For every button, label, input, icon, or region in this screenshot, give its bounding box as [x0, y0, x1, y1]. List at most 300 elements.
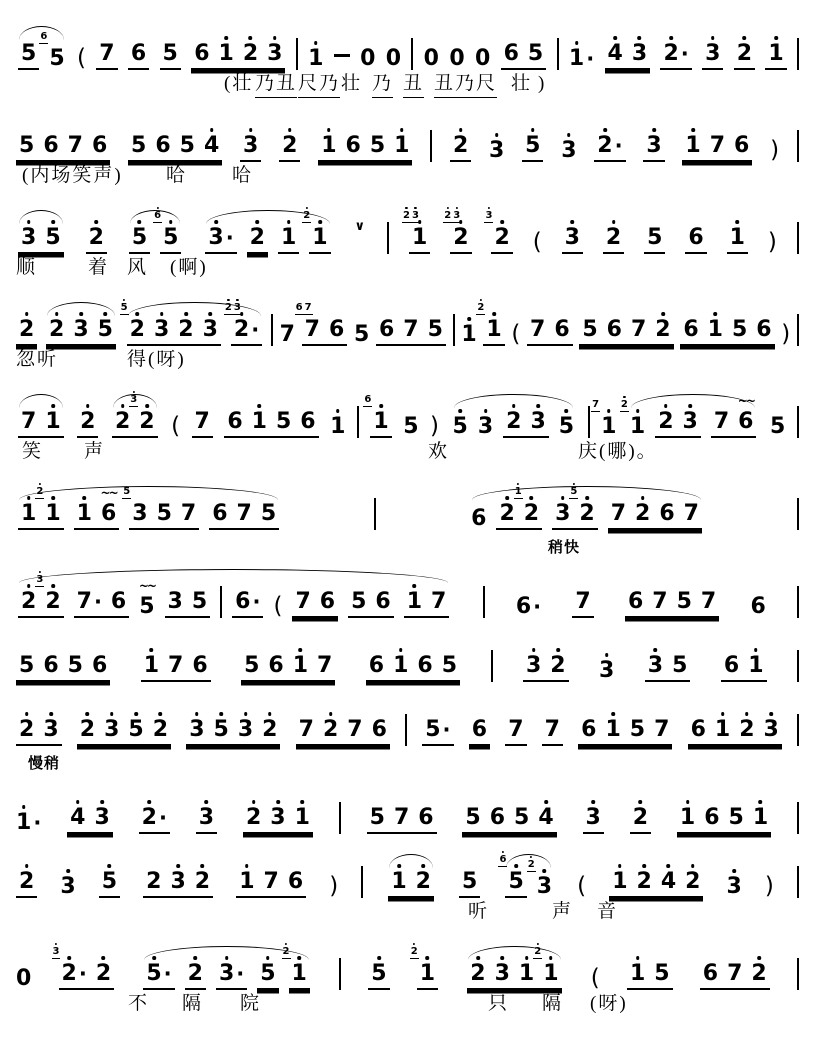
beam-group — [240, 135, 261, 162]
note-digit: 2 — [19, 719, 34, 741]
note — [565, 227, 580, 249]
beam-group — [123, 486, 199, 530]
beam-group — [143, 963, 174, 990]
music-line — [16, 126, 799, 162]
octave-dot — [654, 648, 658, 652]
octave-dot — [208, 312, 212, 316]
beam-group — [603, 227, 624, 254]
note — [155, 135, 170, 157]
barline — [797, 406, 799, 438]
beam-group — [18, 486, 64, 530]
note-digit: 6 — [756, 317, 772, 342]
note — [635, 503, 650, 525]
barline — [453, 314, 455, 346]
octave-dot — [249, 36, 253, 40]
octave-dot — [517, 483, 519, 485]
note-digit: 6 — [319, 589, 336, 614]
note — [146, 871, 161, 893]
lyrics-row — [16, 164, 799, 190]
beam-group — [505, 719, 526, 746]
note-digit: 7 — [530, 317, 546, 342]
note-digit: 2 — [633, 807, 648, 829]
note-digit: 3 — [705, 43, 720, 65]
note-digit: 6 — [581, 717, 597, 742]
barline — [220, 586, 222, 618]
note-digit: 5 — [131, 133, 147, 158]
breath-mark: ∨ — [354, 219, 366, 234]
note — [243, 43, 258, 65]
note — [330, 416, 345, 438]
note — [60, 876, 75, 898]
note — [606, 227, 621, 249]
note-digit: 3 — [632, 43, 647, 65]
note — [554, 319, 569, 341]
note-digit: 6 — [503, 41, 519, 66]
note-digit: 2 — [637, 871, 652, 893]
note — [703, 963, 718, 985]
note — [195, 411, 210, 433]
octave-dot — [27, 584, 31, 588]
note-digit: 2 — [550, 655, 565, 677]
note — [128, 719, 143, 741]
beam-group — [485, 210, 512, 254]
note-digit: 4 — [661, 871, 676, 893]
note-digit: 2 — [685, 871, 700, 893]
lyrics-row — [16, 348, 799, 374]
note-digit: 5 — [527, 41, 544, 66]
rhythm-dot: · — [680, 42, 689, 66]
note — [538, 807, 553, 829]
note — [21, 411, 36, 433]
octave-dot — [160, 312, 164, 316]
note-digit: 6 — [702, 961, 719, 986]
note-digit: 7 — [508, 717, 524, 742]
octave-dot — [256, 220, 260, 224]
beam-group — [247, 227, 268, 254]
octave-dot — [201, 864, 205, 868]
note-digit: 7 — [236, 501, 252, 526]
octave-dot — [67, 956, 71, 960]
note-digit: 1 — [239, 871, 254, 893]
beam-group — [303, 210, 330, 254]
note — [239, 871, 254, 893]
beam-group — [594, 135, 625, 162]
octave-dot — [488, 207, 490, 209]
beam-group — [366, 655, 460, 682]
note-digit: 5 — [132, 227, 147, 249]
note — [734, 135, 749, 157]
octave-dot — [414, 207, 416, 209]
octave-dot — [745, 712, 749, 716]
note — [704, 807, 719, 829]
grace-notes — [295, 303, 313, 315]
grace-notes — [533, 947, 542, 959]
note — [104, 719, 119, 741]
music-line — [16, 946, 799, 991]
note — [489, 140, 504, 162]
beam-group — [279, 135, 300, 162]
note — [45, 227, 60, 249]
lyric: 顺 — [16, 257, 38, 278]
note — [607, 319, 622, 341]
note-digit: 3 — [561, 140, 576, 162]
parenthesis: ) — [430, 412, 440, 439]
octave-dot — [636, 956, 640, 960]
octave-dot — [318, 220, 322, 224]
lyrics-row — [16, 72, 799, 98]
octave-dot — [661, 312, 665, 316]
barline — [557, 38, 559, 70]
note — [732, 319, 747, 341]
grace-notes — [129, 395, 138, 407]
octave-dot — [86, 712, 90, 716]
note-digit: 2 — [597, 135, 612, 157]
note-digit: 6 — [43, 133, 59, 158]
note — [252, 411, 267, 433]
note-digit: 5 — [21, 41, 37, 66]
note-digit: 7 — [263, 869, 279, 894]
beam-group — [129, 227, 150, 254]
note-digit: 1 — [601, 416, 616, 438]
note — [77, 591, 102, 613]
octave-dot — [664, 404, 668, 408]
note — [132, 227, 147, 249]
note-digit: 7 — [544, 717, 560, 742]
note-digit: 7 — [317, 653, 333, 678]
note — [444, 210, 469, 250]
beam-group — [74, 486, 120, 530]
note-digit: 1 — [486, 319, 501, 341]
music-line — [16, 646, 799, 682]
note-digit: 2 — [142, 807, 157, 829]
beam-group — [410, 946, 438, 990]
note-digit: 5 — [369, 805, 385, 830]
note — [710, 135, 725, 157]
parenthesis: ) — [767, 228, 777, 255]
beam-group — [128, 43, 149, 70]
grace-note: 3 — [36, 575, 43, 585]
note — [442, 655, 457, 677]
note — [100, 486, 117, 526]
octave-dot — [94, 220, 98, 224]
note-digit: 3 — [530, 411, 545, 433]
parenthesis: ( — [511, 320, 521, 347]
note — [611, 503, 626, 525]
beam-group — [296, 719, 390, 746]
note — [98, 319, 113, 341]
note-digit: 3 — [267, 43, 282, 65]
note — [111, 591, 126, 613]
note — [204, 135, 219, 157]
octave-dot — [484, 409, 488, 413]
grace-notes — [153, 211, 162, 223]
slur-group — [16, 486, 281, 530]
barline — [405, 714, 407, 746]
note-digit: 6 — [235, 589, 251, 614]
note-digit: 7 — [393, 805, 410, 830]
note — [282, 946, 307, 986]
beam-group — [367, 807, 437, 834]
parenthesis: ( — [76, 44, 86, 71]
octave-dot — [252, 800, 256, 804]
octave-dot — [150, 648, 154, 652]
beam-group — [46, 319, 116, 346]
note-digit: 7 — [683, 501, 699, 526]
note-digit: 1 — [420, 963, 435, 985]
beam-group — [224, 302, 262, 346]
slur-group — [620, 394, 759, 439]
note-digit: 6 — [734, 133, 750, 158]
octave-dot — [669, 36, 673, 40]
octave-dot — [721, 712, 725, 716]
note — [768, 43, 783, 65]
parenthesis: ) — [329, 872, 339, 899]
octave-dot — [27, 496, 31, 500]
note-digit: 7 — [709, 133, 726, 158]
note — [654, 719, 669, 741]
note — [506, 411, 521, 433]
beam-group — [18, 43, 39, 70]
note — [462, 871, 477, 893]
note — [364, 394, 389, 434]
beam-group — [655, 411, 701, 438]
octave-dot — [193, 956, 197, 960]
note-digit: 1 — [630, 416, 645, 438]
grace-note: 2 — [403, 211, 410, 221]
note-digit: 7 — [99, 41, 115, 66]
note — [470, 963, 485, 985]
octave-dot — [495, 133, 499, 137]
octave-dot — [66, 869, 70, 873]
octave-dot — [55, 312, 59, 316]
note — [514, 807, 529, 829]
grace-notes — [52, 947, 61, 959]
note-digit: 1 — [630, 963, 645, 985]
beam-group — [224, 411, 318, 438]
note — [570, 486, 595, 526]
note — [214, 719, 229, 741]
octave-dot — [49, 712, 53, 716]
note — [519, 963, 534, 985]
note-digit: 1 — [373, 411, 388, 433]
octave-dot — [79, 312, 83, 316]
note — [372, 719, 387, 741]
octave-dot — [314, 41, 318, 45]
grace-note: 2 — [411, 947, 418, 957]
lyric: 壮 — [341, 73, 363, 94]
note-digit: ~~ 5 — [138, 579, 155, 619]
octave-dot — [27, 220, 31, 224]
note-digit: 3 — [170, 871, 185, 893]
barline — [797, 38, 799, 70]
note — [282, 135, 297, 157]
beam-group — [422, 719, 453, 746]
octave-dot — [227, 299, 229, 301]
slur-group — [203, 210, 332, 254]
note-digit: 7 — [180, 501, 197, 526]
note-digit: 3 — [199, 807, 214, 829]
note-digit: 1 — [77, 503, 92, 525]
grace-notes — [591, 400, 600, 412]
note-digit: 2 — [737, 43, 752, 65]
note — [569, 48, 594, 70]
grace-note: 6 — [499, 855, 506, 865]
octave-dot — [297, 956, 301, 960]
note — [683, 411, 698, 433]
octave-dot — [691, 128, 695, 132]
octave-dot — [51, 584, 55, 588]
note-digit: 3 — [526, 655, 541, 677]
note-digit: 1 — [412, 227, 427, 249]
grace-note: 2 — [477, 303, 484, 313]
beam-group — [765, 43, 786, 70]
note — [267, 43, 282, 65]
note — [647, 227, 662, 249]
octave-dot — [459, 128, 463, 132]
note — [21, 591, 36, 613]
octave-dot — [591, 800, 595, 804]
note — [250, 227, 265, 249]
note — [369, 655, 384, 677]
note-digit: 3 — [599, 660, 614, 682]
beam-group — [77, 411, 98, 438]
note — [499, 854, 524, 894]
note — [52, 946, 87, 986]
parenthesis: ) — [764, 872, 774, 899]
note — [555, 503, 570, 525]
note-digit: 7 — [67, 133, 83, 158]
slur-group — [110, 394, 160, 438]
note — [102, 871, 117, 893]
beam-group — [627, 963, 673, 990]
note-digit: 5 — [403, 414, 419, 439]
beam-group — [295, 302, 348, 346]
beam-group — [86, 227, 107, 254]
note — [586, 807, 601, 829]
lyric: 声 — [552, 901, 574, 922]
lyric: 壮 — [511, 73, 533, 94]
octave-dot — [55, 943, 57, 945]
note — [323, 719, 338, 741]
note — [153, 719, 168, 741]
octave-dot — [110, 712, 114, 716]
note — [528, 43, 543, 65]
note-digit: 1 — [330, 416, 345, 438]
note — [92, 655, 107, 677]
octave-dot — [561, 496, 565, 500]
lyric: 音 — [597, 901, 619, 922]
note — [652, 591, 667, 613]
note — [418, 807, 433, 829]
note — [303, 210, 328, 250]
octave-dot — [306, 207, 308, 209]
barline — [296, 38, 298, 70]
grace-note: 7 — [592, 399, 600, 410]
octave-dot — [531, 128, 535, 132]
beam-group — [112, 394, 158, 438]
octave-dot — [636, 409, 640, 413]
octave-dot — [530, 856, 532, 858]
octave-dot — [336, 409, 340, 413]
note — [189, 719, 204, 741]
note-digit: 5 — [369, 133, 386, 158]
note — [238, 719, 253, 741]
note-digit: 5 — [260, 963, 275, 985]
note-digit: 2 — [19, 319, 34, 341]
note-digit: 5 — [654, 961, 670, 986]
note — [21, 227, 36, 249]
note-digit: 6 — [287, 869, 304, 894]
octave-dot — [214, 220, 218, 224]
beam-group — [402, 210, 430, 254]
beam-group — [583, 807, 604, 834]
grace-note: 5 — [570, 487, 577, 497]
octave-dot — [544, 800, 548, 804]
lyrics-row — [16, 440, 799, 466]
note — [80, 719, 95, 741]
beam-group — [682, 135, 752, 162]
note — [630, 963, 645, 985]
note — [260, 963, 275, 985]
note-digit: 2 — [499, 503, 514, 525]
note-digit: 1 — [569, 48, 584, 70]
note-digit: 2 — [49, 319, 64, 341]
grace-notes — [224, 303, 242, 315]
note-digit: 5 — [351, 589, 367, 614]
note — [403, 319, 418, 341]
note — [49, 319, 64, 341]
rhythm-dot: · — [33, 811, 42, 835]
rhythm-dot: · — [252, 590, 261, 614]
octave-dot — [184, 312, 188, 316]
note-digit: 5 — [462, 869, 478, 894]
rhythm-dot: · — [163, 962, 172, 986]
note-digit: 5 — [525, 135, 540, 157]
note-digit: 3 — [555, 503, 570, 525]
note — [262, 719, 277, 741]
note — [142, 807, 167, 829]
note — [561, 140, 576, 162]
note-digit: 6 — [155, 133, 171, 158]
note-digit: 6 — [659, 501, 675, 526]
note — [646, 135, 661, 157]
note — [370, 807, 385, 829]
lyric: 欢 — [428, 441, 450, 462]
beam-group — [243, 807, 313, 834]
note — [637, 871, 652, 893]
note-digit: 2 — [234, 319, 249, 341]
beam-group — [143, 871, 213, 898]
note — [354, 324, 369, 346]
octave-dot — [556, 648, 560, 652]
grace-note: 2 — [528, 860, 535, 870]
note — [264, 871, 279, 893]
grace-note: 5 — [121, 303, 128, 313]
note-digit: 3 — [94, 807, 109, 829]
octave-dot — [502, 851, 504, 853]
note-digit: 1 — [391, 871, 406, 893]
beam-group — [404, 591, 450, 618]
note — [379, 319, 394, 341]
note-digit: 6 — [227, 409, 243, 434]
octave-dot — [51, 404, 55, 408]
octave-dot — [152, 956, 156, 960]
beam-group — [292, 591, 338, 618]
note-digit: 5 — [98, 319, 113, 341]
note-digit: 3 — [478, 416, 493, 438]
octave-dot — [195, 712, 199, 716]
note — [370, 135, 385, 157]
